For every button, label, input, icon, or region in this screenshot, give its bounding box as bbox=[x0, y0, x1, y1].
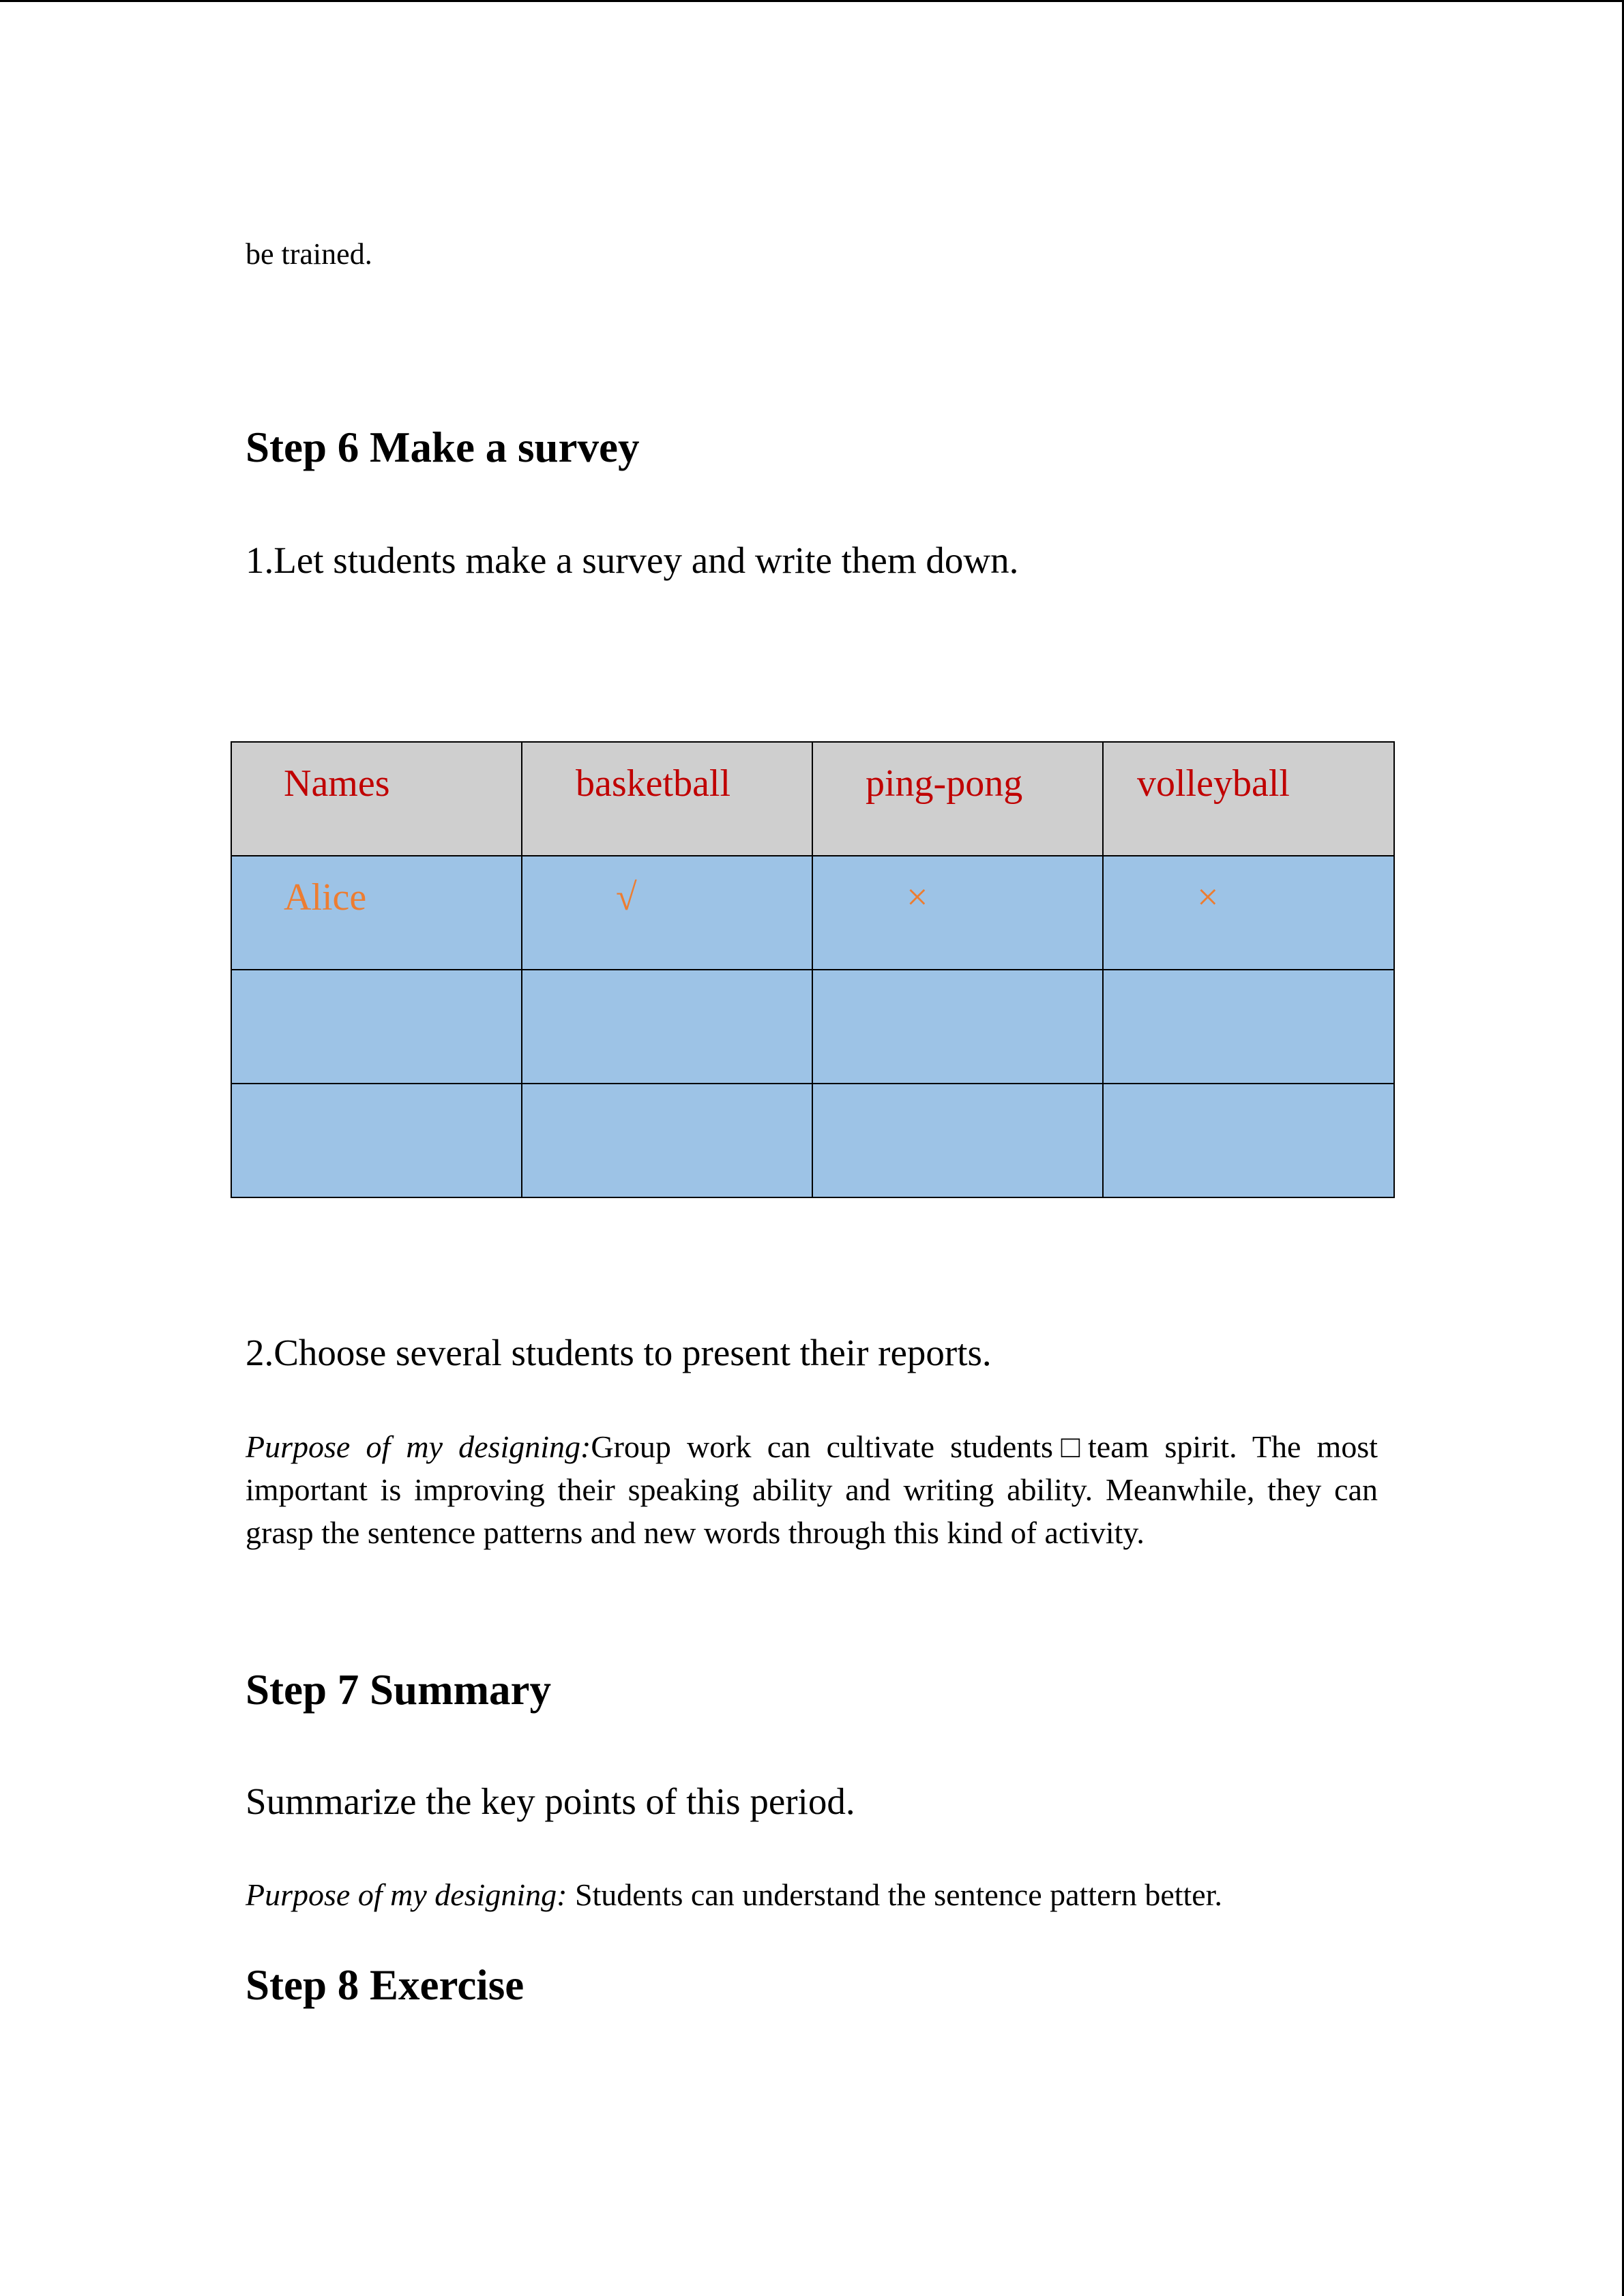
cell-value bbox=[232, 1084, 521, 1103]
table-row bbox=[231, 1084, 1394, 1197]
step6-instruction-1: 1.Let students make a survey and write them down. bbox=[246, 539, 1019, 581]
table-cell bbox=[1103, 1084, 1394, 1197]
cell-value bbox=[813, 970, 1102, 989]
table-cell bbox=[522, 1084, 812, 1197]
table-cell bbox=[231, 970, 522, 1084]
continuation-text: be trained. bbox=[246, 237, 372, 271]
table-cell bbox=[812, 856, 1103, 970]
header-label: basketball bbox=[576, 762, 731, 805]
header-cell-volleyball bbox=[1103, 742, 1394, 856]
step7-purpose bbox=[246, 1873, 1222, 1916]
table-cell bbox=[522, 856, 812, 970]
step7-heading: Step 7 Summary bbox=[246, 1666, 552, 1714]
step6-heading: Step 6 Make a survey bbox=[246, 423, 640, 471]
name-value: Alice bbox=[284, 876, 367, 919]
table-row bbox=[231, 856, 1394, 970]
table-cell bbox=[812, 970, 1103, 1084]
header-label: ping-pong bbox=[866, 762, 1023, 805]
table-cell bbox=[231, 856, 522, 970]
step7-instruction: Summarize the key points of this period. bbox=[246, 1780, 855, 1822]
table-cell bbox=[1103, 970, 1394, 1084]
purpose-text: Group work can cultivate students□team spirit. The most bbox=[591, 1429, 1378, 1464]
header-cell-basketball bbox=[522, 742, 812, 856]
cell-value bbox=[1104, 970, 1393, 989]
check-mark: √ bbox=[616, 876, 637, 919]
cell-value bbox=[232, 970, 521, 989]
purpose-line-1 bbox=[246, 1425, 1378, 1468]
header-cell-ping-pong bbox=[812, 742, 1103, 856]
cell-value bbox=[522, 970, 812, 989]
purpose-text: Students can understand the sentence pattern better. bbox=[567, 1877, 1223, 1912]
header-label: volleyball bbox=[1137, 762, 1290, 805]
header-label: Names bbox=[284, 762, 390, 805]
purpose-line-3: grasp the sentence patterns and new words through this kind of activity. bbox=[246, 1515, 1145, 1550]
survey-header-row bbox=[231, 742, 1394, 856]
header-cell-names bbox=[231, 742, 522, 856]
cell-value bbox=[813, 1084, 1102, 1103]
cross-mark: × bbox=[1197, 876, 1219, 919]
step8-heading: Step 8 Exercise bbox=[246, 1961, 525, 2009]
table-cell bbox=[231, 1084, 522, 1197]
step6-instruction-2: 2.Choose several students to present their reports. bbox=[246, 1332, 992, 1373]
purpose-label: Purpose of my designing: bbox=[246, 1429, 591, 1464]
step6-purpose bbox=[246, 1425, 1378, 1554]
cell-value bbox=[522, 1084, 812, 1103]
cell-value bbox=[1104, 1084, 1393, 1103]
table-cell bbox=[1103, 856, 1394, 970]
table-cell bbox=[812, 1084, 1103, 1197]
table-cell bbox=[522, 970, 812, 1084]
purpose-label: Purpose of my designing: bbox=[246, 1877, 567, 1912]
cross-mark: × bbox=[906, 876, 928, 919]
survey-table bbox=[231, 741, 1395, 1198]
table-row bbox=[231, 970, 1394, 1084]
purpose-line-2: important is improving their speaking ability and writing ability. Meanwhile, they can bbox=[246, 1472, 1378, 1507]
